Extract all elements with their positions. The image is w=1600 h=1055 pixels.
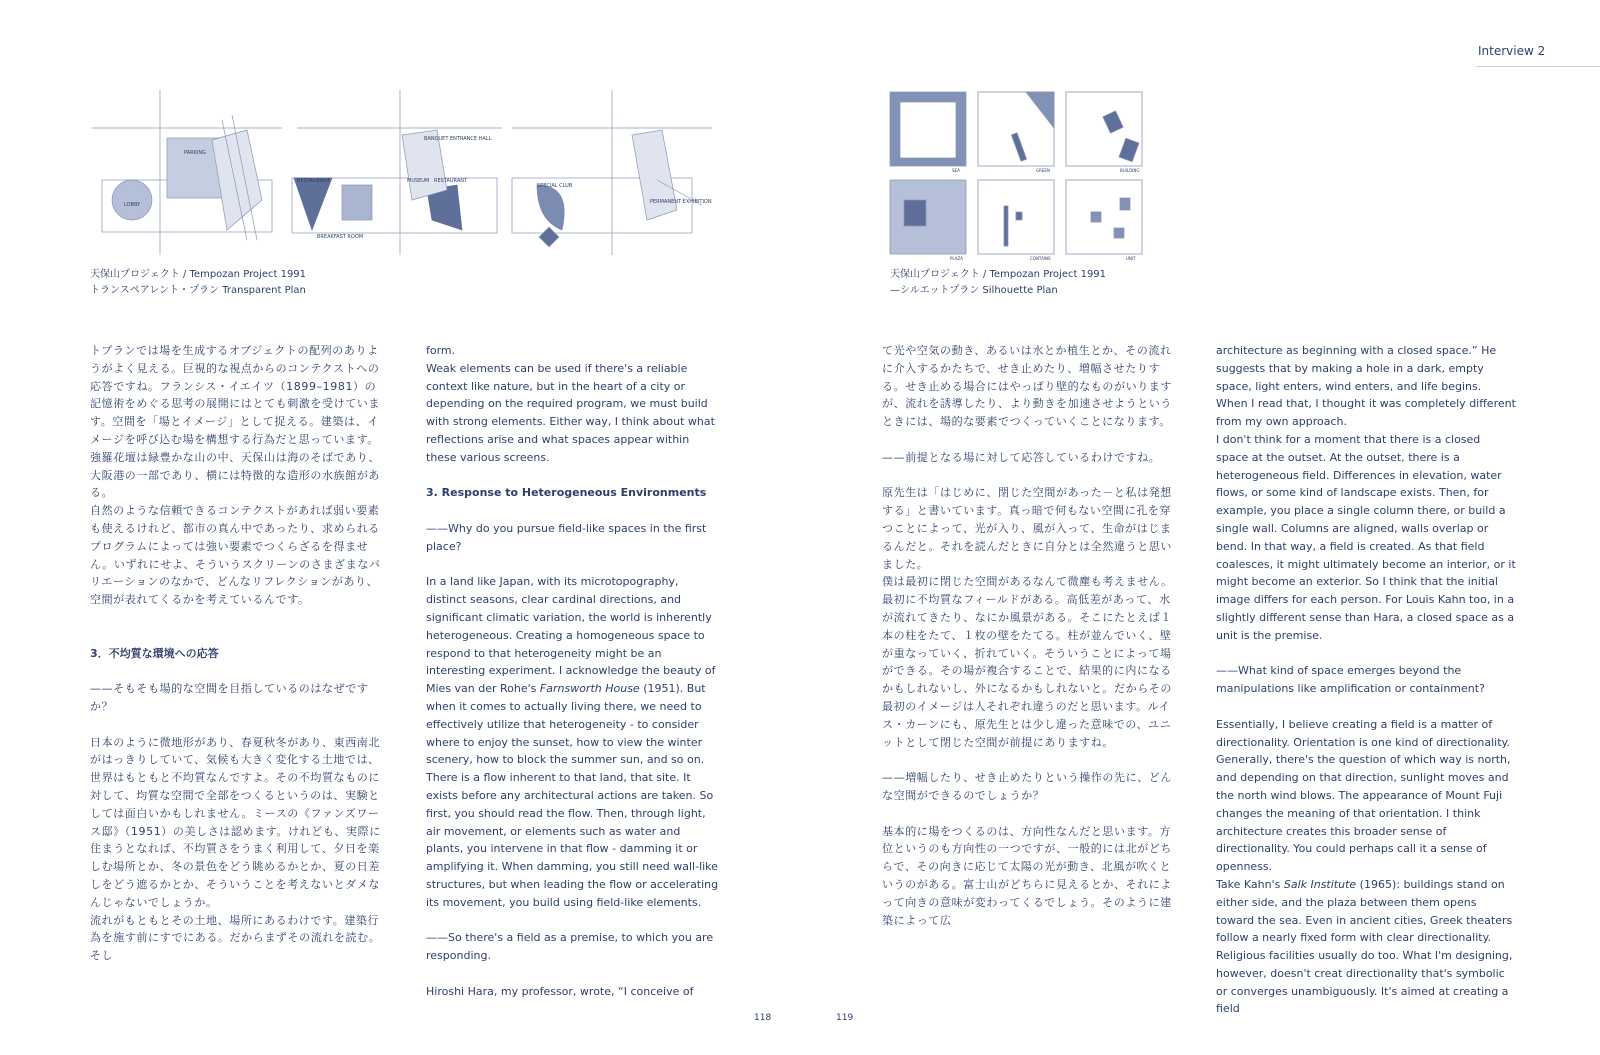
plan-label: MUSEUM — [407, 178, 430, 184]
caption-line: —シルエットプラン Silhouette Plan — [890, 285, 1058, 296]
paragraph: form. — [426, 344, 456, 357]
panel-label: UNIT — [1126, 256, 1136, 261]
header-rule — [1476, 66, 1600, 67]
text-run: (1951). But when it comes to actually living there, we need to effectively utilize that heterogeneity - to consider where to enjoy the sunset, how to view the winter scenery, how to block the summer sun, and so on. — [426, 682, 706, 767]
left-figure-caption — [90, 267, 306, 299]
interview-question: ——What kind of space emerges beyond the manipulations like amplification or containment? — [1216, 664, 1485, 696]
page-number-left: 118 — [754, 1013, 772, 1023]
paragraph: 基本的に場をつくるのは、方向性なんだと思います。方位というのも方向性の一つですが、一般的には北がどちらで、その向きに応じて太陽の光が動き、北風が吹くというのがある。富士山がどちらに見えるとか、それによって向きの意味が変わってくるでしょう。そのように建築によって広 — [882, 824, 1172, 927]
paragraph — [426, 573, 720, 769]
plan-label: SPECIAL CLUB — [537, 183, 573, 189]
plan-label: RESTAURANT — [434, 178, 468, 184]
plan-label: BANQUET ENTRANCE HALL — [424, 136, 492, 142]
text-run: (1965): buildings stand on either side, and the plaza between them opens toward the sea. Even in ancient cities, Greek theaters follow a nearly fixed form with clear directionality. — [1216, 877, 1513, 945]
caption-line: トランスペアレント・プラン Transparent Plan — [90, 285, 306, 296]
interview-question: ——増幅したり、せき止めたりという操作の先に、どんな空間ができるのでしょうか？ — [882, 771, 1172, 802]
work-title: Farnsworth House — [539, 682, 640, 696]
transparent-plan-figure — [72, 90, 728, 270]
interview-question: ——Why do you pursue field-like spaces in the first place? — [426, 521, 707, 553]
paragraph: Essentially, I believe creating a field is a matter of directionality. Orientation is one kind of directionality. Generally, there's the question of which way is north, and depending on that direction, sunlight moves and the north wind blows. The appearance of Mount Fuji changes the meaning of that orientation. I think architecture creates this broader sense of directionality. You could perhaps call it a sense of openness. — [1216, 717, 1511, 874]
page-number-right: 119 — [836, 1013, 854, 1023]
work-title: Salk Institute — [1283, 877, 1357, 891]
paragraph: I don't think for a moment that there is a closed space at the outset. At the outset, there is a heterogeneous field. Differences in elevation, water flows, or some kind of landscape exists. Then, for example, you place a single column there, or build a single wall. Columns are aligned, walls overlap or bend. In that way, a field is created. As that field coalesces, it might ultimately become an interior, or it might become an exterior. So I think that the initial image differs for each person. For Louis Kahn too, in a slightly different sense than Hara, a closed space as a unit is the premise. — [1216, 432, 1516, 642]
panel-label: PLAZA — [950, 256, 963, 261]
column-4 — [1216, 342, 1516, 1018]
column-3 — [882, 342, 1178, 929]
section-heading: 3. Response to Heterogeneous Environments — [426, 486, 707, 500]
interview-question: ——So there's a field as a premise, to which you are responding. — [426, 931, 714, 963]
column-2 — [426, 342, 720, 1000]
paragraph: トプランでは場を生成するオブジェクトの配列のありようがよく見える。巨視的な視点からのコンテクストへの応答ですね。フランシス・イエイツ（1899–1981）の記憶術をめぐる思考の展開にはとても刺激を受けています。空間を「場とイメージ」として捉える。建築は、イメージを呼び込む場を構想する行為だと思っています。強羅花壇は緑豊かな山の中、天保山は海のそばであり、大阪港の一部であり、横には特徴的な造形の水族館がある。 — [90, 344, 380, 500]
column-1 — [90, 342, 386, 965]
paragraph: Religious facilities usually do too. What I'm designing, however, doesn't creat directionality that's symbolic or converges unambiguously. It's aimed at creating a field — [1216, 949, 1513, 1016]
plan-label: PERMANENT EXHIBITION — [650, 199, 712, 205]
panel-label: SEA — [952, 168, 960, 173]
section-heading: 3．不均質な環境への応答 — [90, 646, 219, 660]
interview-question: ——そもそも場的な空間を目指しているのはなぜですか？ — [90, 682, 369, 713]
text-run: Take Kahn's — [1216, 877, 1284, 891]
paragraph: 日本のように微地形があり、春夏秋冬があり、東西南北がはっきりしていて、気候も大きく変化する土地では、世界はもともと不均質なんですよ。その不均質なものに対して、均質な空間で全部をつくるというのは、実験としては面白いかもしれません。ミースの《ファンズワース邸》（1951）の美しさは認めます。けれども、実際に住まうとなれば、不均質さをうまく利用して、夕日を楽しむ場所とか、冬の景色をどう眺めるかとか、夏の日差しをどう遮るかとか、そういうことを考えないとダメなんじゃないでしょうか。 — [90, 735, 381, 909]
paragraph: 流れがもともとその土地、場所にあるわけです。建築行為を施す前にすでにある。だからまずその流れを読む。そし — [90, 913, 381, 963]
panel-label: BUILDING — [1120, 168, 1140, 173]
plan-label: RESTAURANT — [297, 178, 331, 184]
text-run: In a land like Japan, with its microtopography, distinct seasons, clear cardinal directions, and significant climatic variation, the world is inherently heterogeneous. Creating a homogeneous space to respond to that heterogeneity might be an interesting experiment. I acknowledge the beauty of Mies van der Rohe's — [426, 575, 716, 696]
running-header: Interview 2 — [1478, 44, 1546, 58]
plan-label: BREAKFAST ROOM — [317, 234, 364, 240]
paragraph — [1216, 876, 1516, 947]
silhouette-plan-drawing — [886, 88, 1152, 264]
paragraph: architecture as beginning with a closed space.” He suggests that by making a hole in a dark, empty space, light enters, wind enters, and life begins. When I read that, I thought it was completely different from my own approach. — [1216, 344, 1516, 429]
paragraph: 自然のような信頼できるコンテクストがあれば弱い要素も使えるけれど、都市の真ん中であったり、求められるプログラムによっては強い要素でつくらざるを得ません。いずれにせよ、そういうスクリーンのさまざまなバリエーションのなかで、どんなリフレクションがあり、空間が表れてくるかを考えているんです。 — [90, 504, 381, 607]
paragraph: Hiroshi Hara, my professor, wrote, “I conceive of — [426, 984, 694, 998]
paragraph: Weak elements can be used if there's a reliable context like nature, but in the heart of a city or depending on the required program, we must build with strong elements. Either way, I think about what reflections arise and what spaces appear within these various screens. — [426, 361, 715, 464]
transparent-plan-drawing — [72, 90, 728, 270]
plan-label: LOBBY — [124, 202, 141, 208]
silhouette-plan-figure — [886, 88, 1152, 264]
interview-question: ——前提となる場に対して応答しているわけですね。 — [882, 450, 1161, 464]
caption-line: 天保山プロジェクト / Tempozan Project 1991 — [90, 269, 307, 280]
paragraph: 僕は最初に閉じた空間があるなんて微塵も考えません。最初に不均質なフィールドがある。高低差があって、水が流れてきたり、なにか風景がある。そこにたとえば１本の柱をたて、１枚の壁をたてる。柱が並んでいく、壁が重なっていく、折れていく。そういうことによって場ができる。その場が複合することで、結果的に内になるかもしれないし、外になるかもしれないと。だからその最初のイメージは人それぞれ違うのだと思います。ルイス・カーンにも、原先生とは少し違った意味での、ユニットとして閉じた空間が前提にありますね。 — [882, 575, 1173, 749]
right-figure-caption — [890, 267, 1106, 299]
paragraph: There is a flow inherent to that land, that site. It exists before any architectural actions are taken. So first, you should read the flow. Then, through light, air movement, or elements such as water and plants, you intervene in that flow - damming it or amplifying it. When damming, you still need wall-like structures, but when leading the flow or accelerating its movement, you build using field-like elements. — [426, 771, 719, 909]
panel-label: CONTAINS — [1030, 256, 1051, 261]
paragraph: 原先生は「はじめに、閉じた空間があった－と私は発想する」と書いています。真っ暗で何もない空間に孔を穿つことによって、光が入り、風が入って、生命がはじまるんだと。それを読んだときに自分とは全然違うと思いました。 — [882, 486, 1172, 571]
plan-label: PARKING — [184, 150, 206, 156]
paragraph: て光や空気の動き、あるいは水とか植生とか、その流れに介入するかたちで、せき止めたり、増幅させたりする。せき止める場合にはやっぱり壁的なものがいりますが、流れを誘導したり、より動きを加速させようというときには、場的な要素でつくっていくことになります。 — [882, 344, 1172, 429]
caption-line: 天保山プロジェクト / Tempozan Project 1991 — [890, 269, 1107, 280]
panel-label: GREEN — [1036, 168, 1050, 173]
